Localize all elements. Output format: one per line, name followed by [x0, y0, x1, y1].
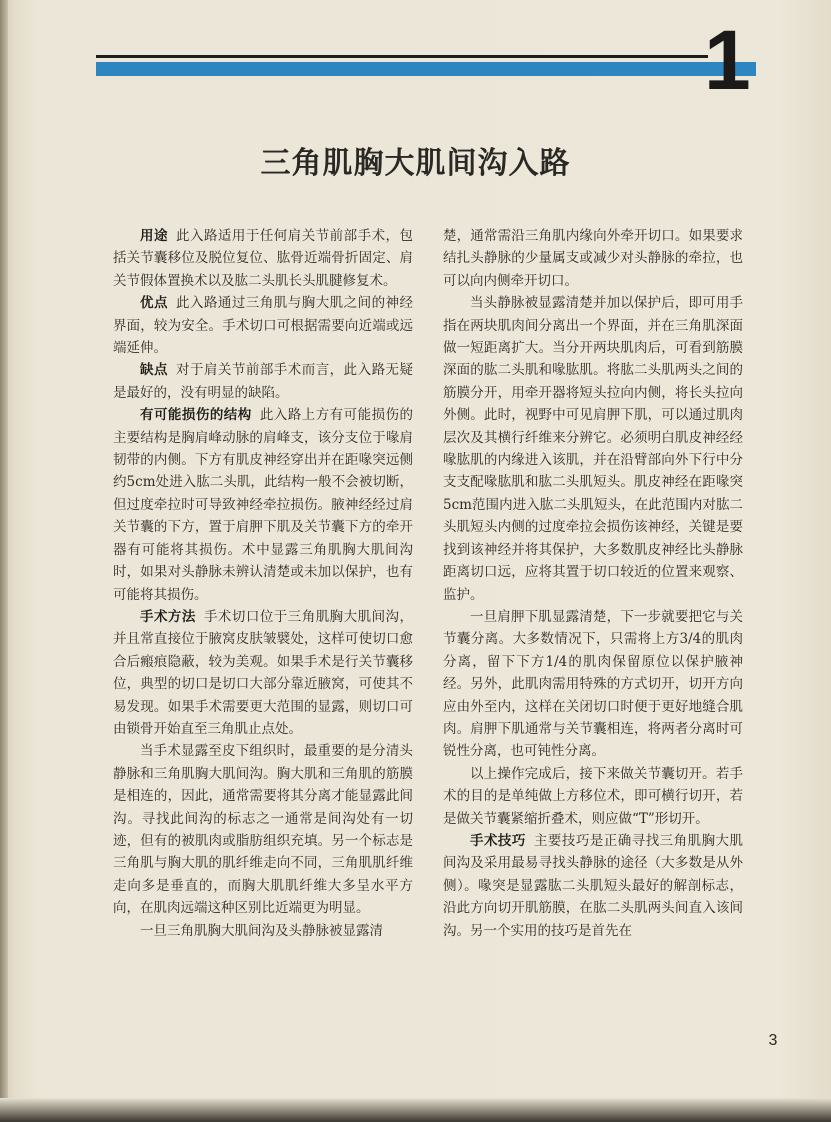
paragraph-technique — [113, 606, 413, 740]
paragraph-continued: 楚，通常需沿三角肌内缘向外牵开切口。如果要求结扎头静脉的少量属支或减少对头静脉的牵拉，也可以向内侧牵开切口。 — [443, 228, 743, 289]
paragraph-text: 此入路上方有可能损伤的主要结构是胸肩峰动脉的肩峰支，该分支位于喙肩韧带的内侧。下方有肌皮神经穿出并在距喙突远侧约5cm处进入肱二头肌，此结构一般不会被切断，但过度牵拉时可导致神经牵拉损伤。腋神经经过肩关节囊的下方，置于肩胛下肌及关节囊下方的牵开器有可能将其损伤。术中显露三角肌胸大肌间沟时，如果对头静脉未辨认清楚或未加以保护，也有可能将其损伤。 — [113, 407, 414, 603]
paragraph-label: 优点 — [140, 295, 168, 312]
paragraph-label: 手术方法 — [140, 608, 196, 625]
paragraph-technique-cont: 当手术显露至皮下组织时，最重要的是分清头静脉和三角肌胸大肌间沟。胸大肌和三角肌的筋膜是相连的，因此，通常需要将其分离才能显露此间沟。寻找此间沟的标志之一通常是间沟处有一切迹，但有的被肌肉或脂肪组织充填。另一个标志是三角肌与胸大肌的肌纤维走向不同，三角肌肌纤维走向多是垂直的，而胸大肌肌纤维大多呈水平方向，在肌肉远端这种区别比近端更为明显。 — [113, 743, 413, 917]
paragraph-disadvantages — [113, 359, 413, 404]
page-title: 三角肌胸大肌间沟入路 — [260, 146, 571, 181]
paragraph-text: 此入路适用于任何肩关节前部手术，包括关节囊移位及脱位复位、肱骨近端骨折固定、肩关节假体置换术以及肱二头肌长头肌腱修复术。 — [113, 228, 414, 289]
paragraph-subscapularis: 一旦肩胛下肌显露清楚，下一步就要把它与关节囊分离。大多数情况下，只需将上方3/4的肌肉分离，留下下方1/4的肌肉保留原位以保护腋神经。另外，此肌肉需用特殊的方式切开，切开方向应由外至内，这样在关闭切口时便于更好地缝合肌肉。肩胛下肌通常与关节囊相连，将两者分离时可锐性分离，也可钝性分离。 — [443, 608, 743, 760]
header-rule-line — [96, 55, 708, 58]
paragraph-tips — [443, 830, 743, 942]
paragraph-capsulotomy: 以上操作完成后，接下来做关节囊切开。若手术的目的是单纯做上方移位术，即可横行切开，若是做关节囊紧缩折叠术，则应做“T”形切开。 — [443, 765, 743, 827]
paragraph-label: 用途 — [140, 228, 168, 244]
paragraph-indications — [113, 225, 413, 292]
paragraph-label: 有可能损伤的结构 — [140, 407, 252, 424]
header-accent-bar — [96, 62, 756, 76]
right-column — [443, 225, 743, 942]
paragraph-text: 对于肩关节前部手术而言，此入路无疑是最好的，没有明显的缺陷。 — [113, 362, 414, 401]
paragraph-technique-cont: 一旦三角肌胸大肌间沟及头静脉被显露清 — [140, 922, 383, 939]
paragraph-structures-at-risk — [113, 404, 413, 606]
paragraph-label: 手术技巧 — [470, 832, 526, 849]
paragraph-label: 缺点 — [140, 362, 168, 379]
paragraph-advantages — [113, 292, 413, 359]
paragraph-text: 此入路通过三角肌与胸大肌之间的神经界面，较为安全。手术切口可根据需要向近端或远端延伸。 — [113, 295, 414, 357]
left-column — [113, 225, 413, 942]
paragraph-text: 手术切口位于三角肌胸大肌间沟，并且常直接位于腋窝皮肤皱襞处，这样可使切口愈合后瘢痕隐蔽，较为美观。如果手术是行关节囊移位，典型的切口是切口大部分靠近腋窝，可使其不易发现。如果手术需要更大范围的显露，则切口可由锁骨开始直至三角肌止点处。 — [113, 608, 414, 737]
paragraph-text: 主要技巧是正确寻找三角肌胸大肌间沟及采用最易寻找头静脉的途径（大多数是从外侧）。喙突是显露肱二头肌短头最好的解剖标志，沿此方向切开肌筋膜，在肱二头肌两头间直入该间沟。另一个实用的技巧是首先在 — [443, 832, 744, 939]
chapter-number: 1 — [704, 13, 751, 107]
paragraph-exposure: 当头静脉被显露清楚并加以保护后，即可用手指在两块肌肉间分离出一个界面，并在三角肌深面做一短距离扩大。当分开两块肌肉后，可看到筋膜深面的肱二头肌和喙肱肌。将肱二头肌两头之间的筋膜分开，用牵开器将短头拉向内侧，将长头拉向外侧。此时，视野中可见肩胛下肌，可以通过肌肉层次及其横行纤维来分辨它。必须明白肌皮神经经喙肱肌的内缘进入该肌，并在沿臂部向外下行中分支支配喙肱肌和肱二头肌短头。肌皮神经在距喙突5cm范围内进入肱二头肌短头，在此范围内对肱二头肌短头内侧的过度牵拉会损伤该神经，关键是要找到该神经并将其保护，大多数肌皮神经比头静脉距离切口远，应将其置于切口较近的位置来观察、监护。 — [443, 295, 743, 603]
bottom-shadow — [0, 1098, 831, 1122]
page-number: 3 — [768, 1032, 778, 1049]
